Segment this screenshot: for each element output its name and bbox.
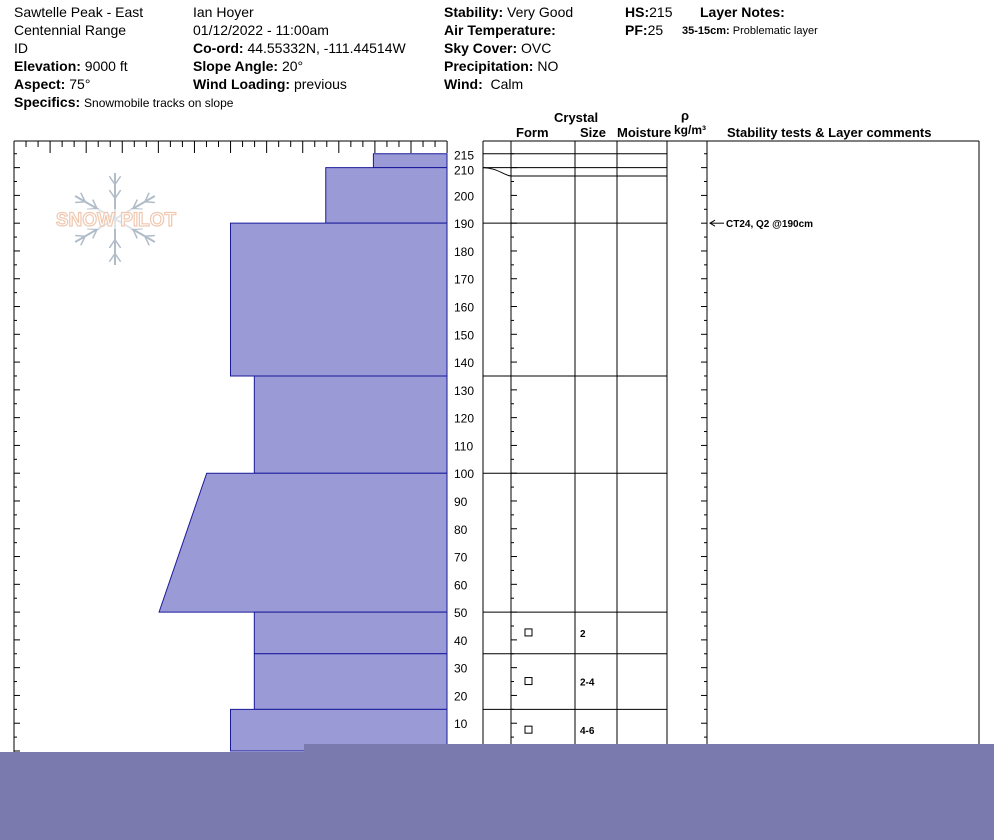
hardness-layer — [373, 154, 447, 168]
depth-tick-label: 215 — [454, 148, 475, 163]
snowflake-branch — [75, 235, 85, 236]
crystal-size-label: 2 — [580, 628, 586, 640]
crystal-form-square — [525, 629, 532, 636]
stability-value: Very Good — [507, 4, 574, 20]
size-header: Size — [580, 125, 607, 140]
crystal-form-square — [525, 726, 532, 733]
state: ID — [14, 40, 28, 56]
layer-note-range: 35-15cm: — [682, 25, 730, 37]
depth-axis — [454, 149, 474, 731]
depth-tick-label: 170 — [454, 272, 475, 287]
depth-tick-label: 10 — [454, 717, 468, 732]
location: Sawtelle Peak - East — [14, 4, 144, 20]
layer-notes-label: Layer Notes: — [700, 4, 785, 20]
wind-label: Wind: — [444, 76, 483, 92]
snowflake-branch — [145, 235, 155, 236]
datetime: 01/12/2022 - 11:00am — [193, 22, 329, 38]
wind-loading-label: Wind Loading: — [193, 76, 291, 92]
precip-value: NO — [537, 58, 559, 74]
aspect-value: 75° — [69, 76, 91, 92]
mountain-range: Centennial Range — [14, 22, 127, 38]
depth-tick-label: 200 — [454, 189, 475, 204]
depth-tick-label: 110 — [454, 439, 474, 454]
pf-value: 25 — [647, 22, 664, 38]
sky-label: Sky Cover: — [444, 40, 518, 56]
layer-grid-panel — [483, 141, 979, 760]
depth-tick-label: 210 — [454, 163, 475, 178]
depth-tick-label: 40 — [454, 633, 468, 648]
observer: Ian Hoyer — [193, 4, 254, 20]
depth-tick-label: 90 — [454, 494, 468, 509]
crystal-marks — [525, 629, 595, 737]
depth-tick-label: 180 — [454, 244, 475, 259]
layer-note-text: Problematic layer — [732, 25, 818, 37]
hardness-layer — [254, 376, 447, 473]
depth-tick-label: 50 — [454, 606, 468, 621]
hs-label: HS: — [625, 4, 650, 20]
hardness-panel — [14, 141, 447, 760]
crystal-form-square — [525, 678, 532, 685]
hardness-layer — [231, 223, 448, 376]
density-symbol: ρ — [681, 108, 690, 123]
form-header: Form — [516, 125, 549, 140]
hardness-layer — [326, 168, 447, 224]
sky-value: OVC — [521, 40, 552, 56]
wind-value: Calm — [490, 76, 524, 92]
depth-tick-label: 20 — [454, 689, 468, 704]
crystal-size-label: 4-6 — [580, 726, 595, 738]
depth-tick-label: 130 — [454, 383, 475, 398]
precip-label: Precipitation: — [444, 58, 534, 74]
footer-band — [0, 752, 994, 840]
depth-tick-label: 100 — [454, 467, 475, 482]
air-temp-label: Air Temperature: — [444, 22, 556, 38]
depth-tick-label: 150 — [454, 328, 475, 343]
depth-tick-label: 80 — [454, 522, 468, 537]
stability-test-marks — [710, 219, 813, 230]
stability-comments-header: Stability tests & Layer comments — [727, 125, 932, 140]
specifics-value: Snowmobile tracks on slope — [84, 96, 234, 110]
stability-test-label: CT24, Q2 @190cm — [726, 219, 814, 231]
elevation-value: 9000 ft — [84, 58, 128, 74]
wind-loading-value: previous — [293, 76, 347, 92]
slope-label: Slope Angle: — [193, 58, 279, 74]
specifics-label: Specifics: — [14, 94, 81, 110]
depth-tick-label: 160 — [454, 300, 475, 315]
depth-tick-label: 120 — [454, 411, 475, 426]
moisture-header: Moisture — [617, 125, 672, 140]
depth-tick-label: 60 — [454, 578, 468, 593]
stability-label: Stability: — [444, 4, 504, 20]
crystal-header: Crystal — [554, 110, 599, 125]
depth-tick-label: 70 — [454, 550, 468, 565]
coord-value: 44.55332N, -111.44514W — [247, 40, 406, 56]
hardness-layer — [254, 654, 447, 710]
crystal-size-label: 2-4 — [580, 677, 595, 689]
hs-value: 215 — [649, 4, 673, 20]
layer-connector — [483, 168, 511, 176]
coord-label: Co-ord: — [193, 40, 244, 56]
snowflake-branch — [75, 202, 85, 203]
depth-tick-label: 190 — [454, 217, 475, 232]
elevation-label: Elevation: — [14, 58, 81, 74]
hardness-layer — [254, 612, 447, 654]
logo-text: SNOW PILOT — [55, 210, 177, 231]
snowflake-branch — [145, 202, 155, 203]
slope-value: 20° — [281, 58, 304, 74]
density-unit: kg/m³ — [674, 123, 707, 137]
depth-tick-label: 140 — [454, 356, 475, 371]
depth-tick-label: 30 — [454, 661, 468, 676]
pf-label: PF: — [625, 22, 648, 38]
hardness-layer — [159, 473, 447, 612]
snowpilot-logo — [40, 173, 192, 265]
aspect-label: Aspect: — [14, 76, 66, 92]
